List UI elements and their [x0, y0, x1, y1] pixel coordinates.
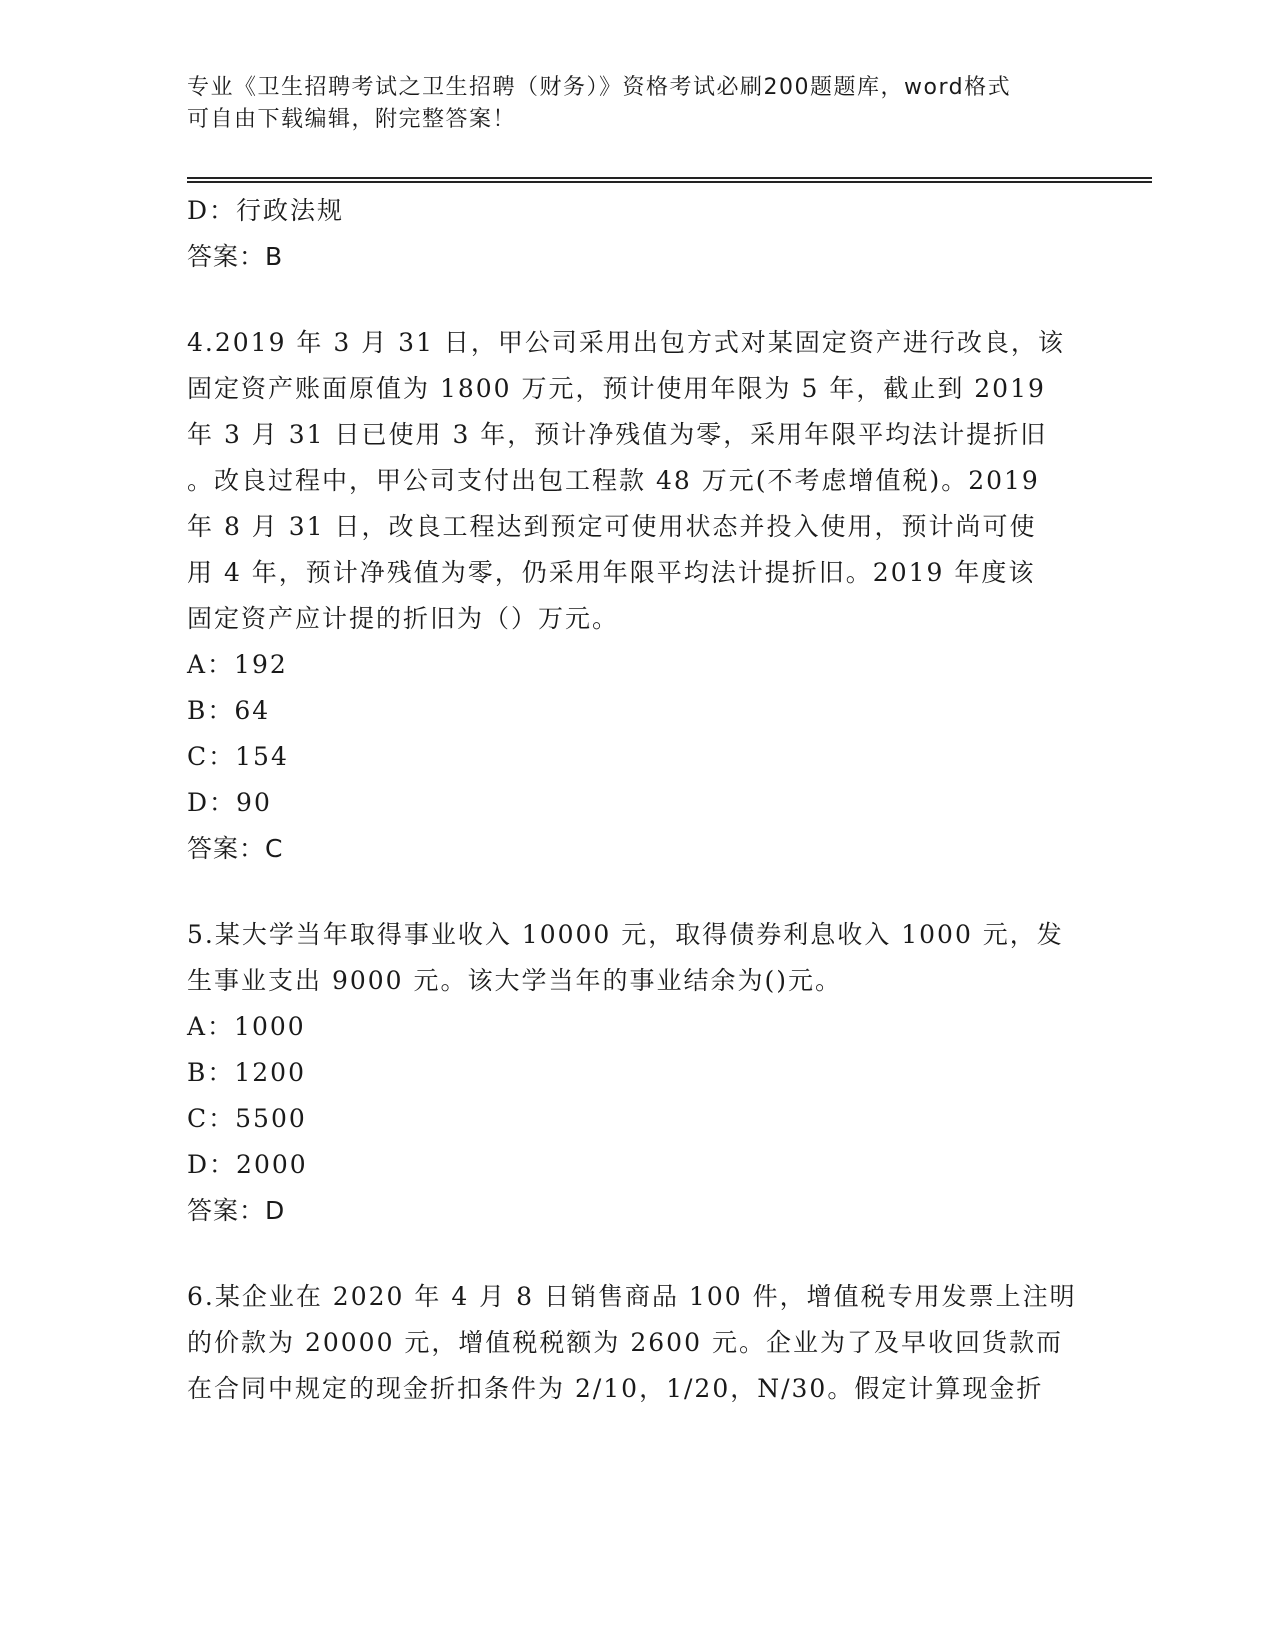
document-body	[187, 188, 1087, 1412]
question-text-line: 。改良过程中，甲公司支付出包工程款 48 万元(不考虑增值税)。2019	[187, 466, 1040, 495]
option-a: A：192	[187, 650, 288, 679]
question-text-line: 4.2019 年 3 月 31 日，甲公司采用出包方式对某固定资产进行改良，该	[187, 328, 1065, 357]
header-divider-bottom	[187, 181, 1152, 183]
question-text-line: 6.某企业在 2020 年 4 月 8 日销售商品 100 件，增值税专用发票上注明	[187, 1282, 1077, 1311]
option-d: D：2000	[187, 1150, 308, 1179]
spacer	[187, 280, 1087, 320]
option-a: A：1000	[187, 1012, 306, 1041]
option-c: C：5500	[187, 1104, 307, 1133]
question-3	[187, 188, 1087, 280]
header-line-2: 可自由下载编辑，附完整答案！	[187, 107, 517, 132]
answer-line: 答案：C	[187, 834, 284, 863]
question-6	[187, 1274, 1087, 1412]
option-b: B：64	[187, 696, 271, 725]
question-text-line: 年 3 月 31 日已使用 3 年，预计净残值为零，采用年限平均法计提折旧	[187, 420, 1048, 449]
question-5	[187, 912, 1087, 1234]
question-text-line: 生事业支出 9000 元。该大学当年的事业结余为()元。	[187, 966, 843, 995]
option-b: B：1200	[187, 1058, 306, 1087]
question-4	[187, 320, 1087, 872]
spacer	[187, 872, 1087, 912]
spacer	[187, 1234, 1087, 1274]
question-text-line: 的价款为 20000 元，增值税税额为 2600 元。企业为了及早收回货款而	[187, 1328, 1063, 1357]
question-text-line: 用 4 年，预计净残值为零，仍采用年限平均法计提折旧。2019 年度该	[187, 558, 1036, 587]
question-text-line: 固定资产账面原值为 1800 万元，预计使用年限为 5 年，截止到 2019	[187, 374, 1046, 403]
question-text-line: 固定资产应计提的折旧为（）万元。	[187, 604, 620, 633]
answer-line: 答案：D	[187, 1196, 286, 1225]
option-d: D：行政法规	[187, 196, 345, 225]
question-text-line: 在合同中规定的现金折扣条件为 2/10，1/20，N/30。假定计算现金折	[187, 1374, 1044, 1403]
option-c: C：154	[187, 742, 289, 771]
question-text-line: 5.某大学当年取得事业收入 10000 元，取得债券利息收入 1000 元，发	[187, 920, 1064, 949]
option-d: D：90	[187, 788, 272, 817]
header-divider-top	[187, 177, 1152, 179]
page-header	[187, 72, 1067, 136]
header-line-1: 专业《卫生招聘考试之卫生招聘（财务）》资格考试必刷200题题库，word格式	[187, 75, 1012, 100]
question-text-line: 年 8 月 31 日，改良工程达到预定可使用状态并投入使用，预计尚可使	[187, 512, 1037, 541]
answer-line: 答案：B	[187, 242, 284, 271]
